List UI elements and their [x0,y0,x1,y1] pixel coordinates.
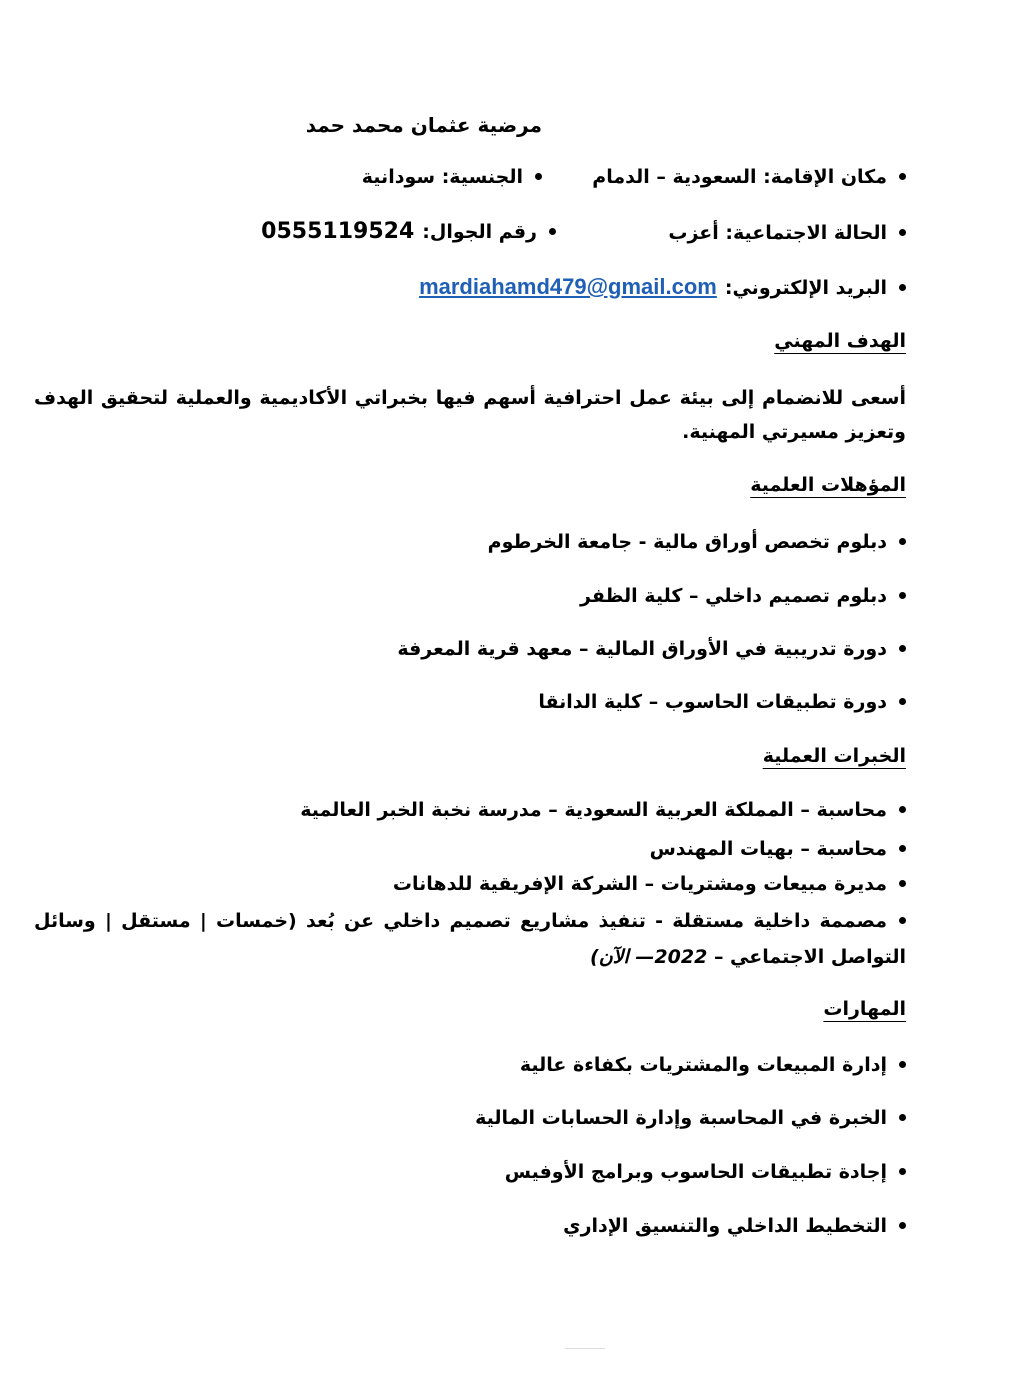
experience-item [300,799,906,822]
marital-value: أعزب [668,222,719,244]
experience-text: مصممة داخلية مستقلة - تنفيذ مشاريع تصميم داخلي عن بُعد (خمسات | مستقل | وسائل التواصل الاجتماعي – [34,910,906,968]
qualifications-heading: المؤهلات العلمية [750,474,906,496]
experience-item [393,873,906,896]
bullet-icon [899,917,906,924]
email-label: البريد الإلكتروني: [724,277,887,299]
qualification-item [397,638,906,661]
qualification-text: دورة تطبيقات الحاسوب – كلية الدانقا [538,691,887,713]
skill-item [520,1054,906,1077]
qualification-text: دورة تدريبية في الأوراق المالية – معهد قرية المعرفة [397,638,887,660]
qualification-item [488,531,906,554]
phone-line [261,219,556,244]
page-divider [565,1348,605,1349]
experience-text: محاسبة – بهيات المهندس [649,838,887,860]
experience-text: محاسبة – المملكة العربية السعودية – مدرسة نخبة الخبر العالمية [300,799,887,821]
qualification-item [538,691,906,714]
residence-line [592,166,906,189]
bullet-icon [899,698,906,705]
bullet-icon [899,645,906,652]
skill-text: إجادة تطبيقات الحاسوب وبرامج الأوفيس [504,1161,887,1183]
skill-item [505,1161,906,1184]
skill-text: الخبرة في المحاسبة وإدارة الحسابات المالية [475,1107,887,1129]
bullet-icon [899,538,906,545]
qualification-item [580,585,906,608]
experience-year: 2022 [654,946,708,968]
residence-value: السعودية – الدمام [592,166,757,188]
nationality-value: سودانية [361,166,436,188]
objective-heading: الهدف المهني [774,330,906,352]
bullet-icon [899,284,906,291]
nationality-label: الجنسية: [441,166,523,188]
email-link[interactable]: mardiahamd479@gmail.com [419,274,717,299]
nationality-line [362,166,542,188]
person-name: مرضية عثمان محمد حمد [305,113,542,137]
bullet-icon [899,1114,906,1121]
bullet-icon [899,1168,906,1175]
bullet-icon [535,173,542,180]
bullet-icon [549,228,556,235]
bullet-icon [899,880,906,887]
experience-text: مديرة مبيعات ومشتريات – الشركة الإفريقية للدهانات [392,873,887,895]
phone-label: رقم الجوال: [422,221,537,243]
bullet-icon [899,806,906,813]
bullet-icon [899,1061,906,1068]
bullet-icon [899,845,906,852]
email-line [419,274,906,300]
qualification-text: دبلوم تصميم داخلي – كلية الظفر [580,585,887,607]
experience-heading: الخبرات العملية [762,745,906,767]
objective-text: أسعى للانضمام إلى بيئة عمل احترافية أسهم فيها بخبراتي الأكاديمية والعملية لتحقيق الهدف وتعزيز مسيرتي المهنية. [34,387,906,443]
skill-text: التخطيط الداخلي والتنسيق الإداري [563,1215,887,1237]
bullet-icon [899,1222,906,1229]
residence-label: مكان الإقامة: [763,166,887,188]
marital-label: الحالة الاجتماعية: [725,222,887,244]
experience-now: — الآن) [590,946,655,968]
skill-item [475,1107,906,1130]
bullet-icon [899,229,906,236]
skill-text: إدارة المبيعات والمشتريات بكفاءة عالية [519,1054,887,1076]
skills-heading: المهارات [823,998,906,1020]
bullet-icon [899,173,906,180]
experience-item [650,838,906,861]
qualification-text: دبلوم تخصص أوراق مالية - جامعة الخرطوم [487,531,887,553]
bullet-icon [899,592,906,599]
skill-item [563,1215,906,1238]
phone-value: 0555119524 [261,219,415,244]
marital-line [668,222,906,245]
experience-item-freelance [34,903,906,975]
